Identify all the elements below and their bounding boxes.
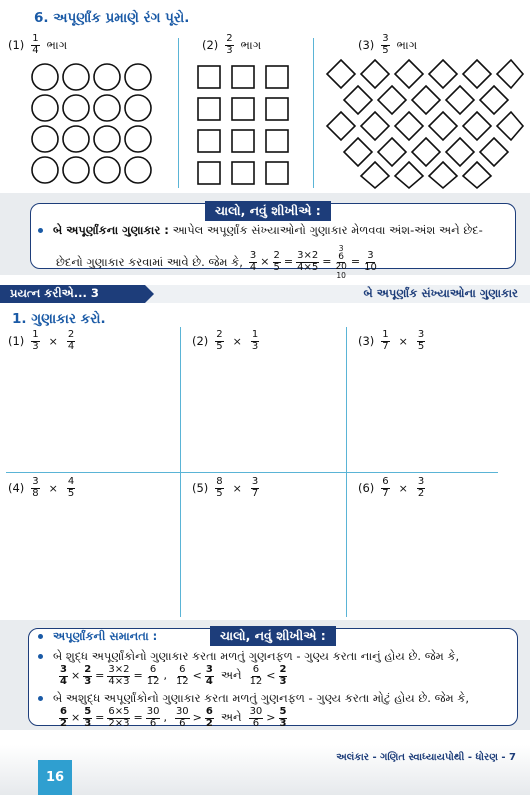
learn-1-text: બે અપૂર્ણાંકના ગુણાકાર : આપેલ અપૂર્ણાંક સંખ્યાઓનો ગુણાકાર મેળવવા અંશ-અંશ અને છેદ- bbox=[38, 222, 514, 239]
circle-grid[interactable] bbox=[30, 62, 160, 188]
bullet-icon bbox=[38, 228, 43, 233]
q1-item-3[interactable]: (3) $\frac{1}{7}$ × $\frac{3}{5}$ bbox=[358, 329, 425, 352]
q1-item-2[interactable]: (2) $\frac{2}{5}$ × $\frac{1}{3}$ bbox=[192, 329, 259, 352]
q6-item-1-label: (1) $\frac{1}{4}$ ભાગ bbox=[8, 33, 68, 56]
q6-title: 6. અપૂર્ણાંક પ્રમાણે રંગ પૂરો. bbox=[34, 10, 190, 26]
grid-line-h bbox=[6, 472, 498, 473]
separator bbox=[313, 38, 314, 188]
separator bbox=[178, 38, 179, 188]
q6-item-3-label: (3) $\frac{3}{5}$ ભાગ bbox=[358, 33, 418, 56]
q1-item-4[interactable]: (4) $\frac{3}{8}$ × $\frac{4}{5}$ bbox=[8, 476, 75, 499]
bullet-icon bbox=[38, 654, 43, 659]
footer-text: અલંકાર - ગણિત સ્વાધ્યાયપોથી - ધોરણ - 7 bbox=[336, 752, 516, 763]
learn-tag-2: ચાલો, નવું શીખીએ : bbox=[210, 626, 336, 646]
q1-item-5[interactable]: (5) $\frac{8}{5}$ × $\frac{3}{7}$ bbox=[192, 476, 259, 499]
q6-item-2-label: (2) $\frac{2}{3}$ ભાગ bbox=[202, 33, 262, 56]
learn-2-eq1: $\frac{3}{4}$ × $\frac{2}{3}$ = $\frac{3\times 2}{4\times 3}$ = $\frac{6}{12}$ , $\frac{6}{12}$ < $\frac{3}{4}$ અને $\frac{6}{12}$ < $\frac{2}{3}$ bbox=[60, 664, 287, 687]
q1-title: 1. ગુણાકાર કરો. bbox=[12, 311, 106, 327]
bullet-icon bbox=[38, 696, 43, 701]
learn-2-p2: બે અશુદ્ધ અપૂર્ણાંકોનો ગુણાકાર કરતા મળતું ગુણનફળ - ગુણ્ય કરતા મોટું હોય છે. જેમ કે, bbox=[38, 690, 513, 707]
q1-item-6[interactable]: (6) $\frac{6}{7}$ × $\frac{3}{2}$ bbox=[358, 476, 425, 499]
learn-tag-1: ચાલો, નવું શીખીએ : bbox=[205, 201, 331, 221]
bullet-icon bbox=[38, 634, 43, 639]
banner-left: પ્રયત્ન કરીએ... 3 bbox=[10, 286, 99, 300]
learn-2-eq2: $\frac{6}{2}$ × $\frac{5}{3}$ = $\frac{6\times 5}{2\times 3}$ = $\frac{30}{6}$ , $\frac{30}{6}$ > $\frac{6}{2}$ અને $\frac{30}{6}$ > $\frac{5}{3}$ bbox=[60, 706, 287, 729]
grid-line-v bbox=[346, 327, 347, 617]
learn-2-p1: બે શુદ્ધ અપૂર્ણાંકોનો ગુણાકાર કરતા મળતું ગુણનફળ - ગુણ્ય કરતા નાનું હોય છે. જેમ કે, bbox=[38, 648, 513, 665]
q1-item-1[interactable]: (1) $\frac{1}{3}$ × $\frac{2}{4}$ bbox=[8, 329, 75, 352]
diamond-grid[interactable] bbox=[325, 58, 525, 190]
learn-2-head: અપૂર્ણાંકની સમાનતા : bbox=[38, 628, 157, 645]
page-number: 16 bbox=[38, 760, 72, 795]
learn-1-example: છેદનો ગુણાકાર કરવામાં આવે છે. જેમ કે, $\frac{3}{4}$ × $\frac{2}{5}$ = $\frac{3\times 2}{4\times 5}$ = 3 $\frac{6}{20}$ 10 = $\frac{3}{10}$ bbox=[56, 244, 377, 281]
banner-right: બે અપૂર્ણાંક સંખ્યાઓના ગુણાકાર bbox=[363, 286, 518, 300]
square-grid[interactable] bbox=[196, 64, 296, 188]
grid-line-v bbox=[180, 327, 181, 617]
